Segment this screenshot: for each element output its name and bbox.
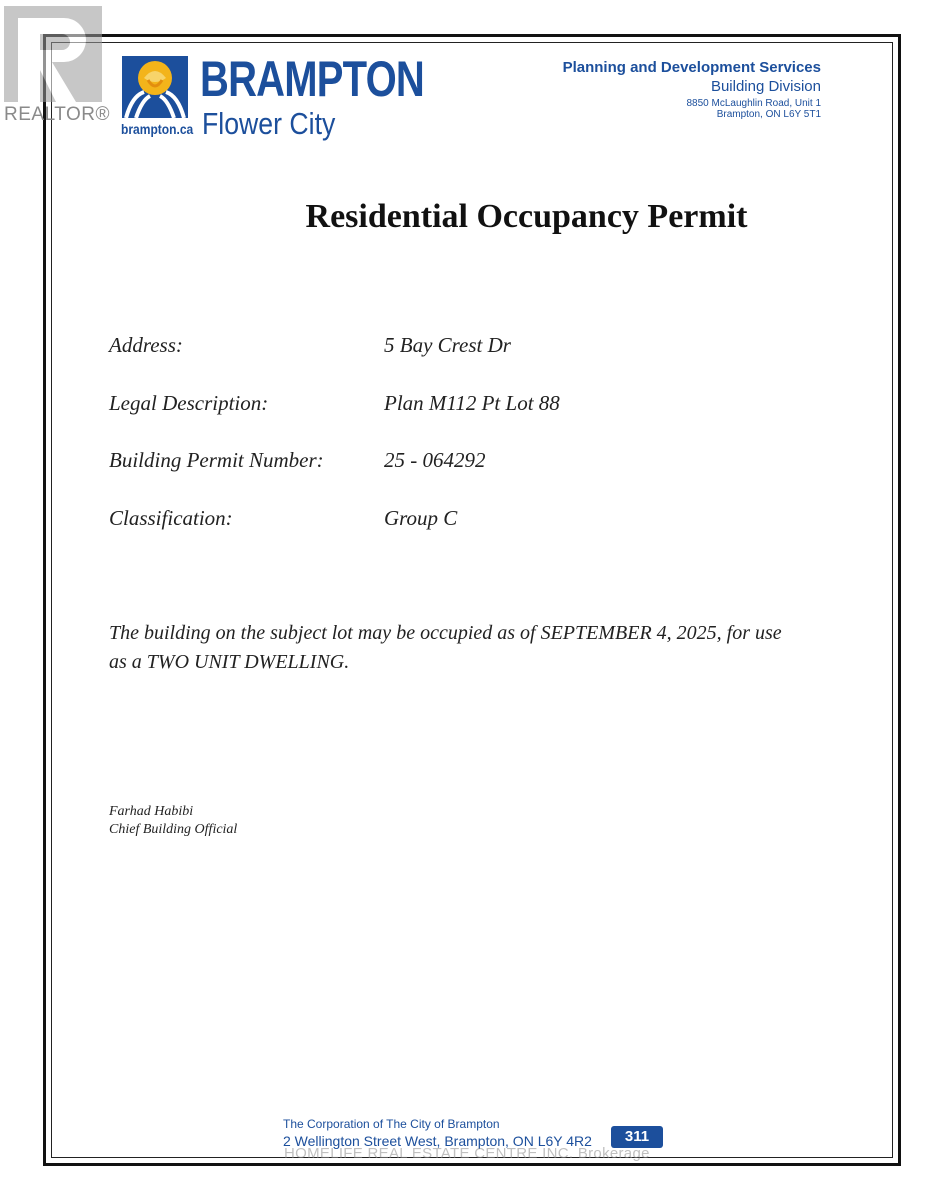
field-value-permit-number: 25 - 064292 xyxy=(384,448,486,472)
311-badge-icon: 311 xyxy=(611,1126,663,1148)
field-value-address: 5 Bay Crest Dr xyxy=(384,333,511,357)
logo-url: brampton.ca xyxy=(121,121,194,137)
realtor-logo-icon xyxy=(4,6,102,102)
signatory-name: Farhad Habibi xyxy=(109,804,194,819)
field-value-legal-description: Plan M112 Pt Lot 88 xyxy=(384,391,560,415)
division-name: Building Division xyxy=(710,78,821,95)
office-address-line2: Brampton, ON L6Y 5T1 xyxy=(716,109,821,120)
field-label-classification: Classification: xyxy=(109,506,233,530)
occupancy-statement-line1: The building on the subject lot may be occupied as of SEPTEMBER 4, 2025, for use xyxy=(109,622,782,644)
document-title: Residential Occupancy Permit xyxy=(305,198,748,235)
field-label-legal-description: Legal Description: xyxy=(109,391,269,415)
footer-address: 2 Wellington Street West, Brampton, ON L6Y 4R2 xyxy=(283,1133,592,1149)
department-header xyxy=(563,59,821,120)
occupancy-statement xyxy=(109,619,849,677)
logo-flower-city-tagline: Flower City xyxy=(202,106,336,141)
realtor-watermark-text: REALTOR® xyxy=(4,104,110,125)
office-address-line1: 8850 McLaughlin Road, Unit 1 xyxy=(686,98,821,109)
brokerage-watermark: HOMELIFE REAL ESTATE CENTRE INC. Brokerage xyxy=(284,1145,650,1162)
signatory-title: Chief Building Official xyxy=(109,822,238,837)
field-value-classification: Group C xyxy=(384,506,458,530)
field-label-permit-number: Building Permit Number: xyxy=(109,448,324,472)
logo-brampton-wordmark: BRAMPTON xyxy=(200,51,424,107)
footer-corporation: The Corporation of The City of Brampton xyxy=(283,1117,500,1131)
brampton-flower-icon xyxy=(122,56,188,118)
field-label-address: Address: xyxy=(109,333,183,357)
occupancy-statement-line2: as a TWO UNIT DWELLING. xyxy=(109,651,350,673)
department-name: Planning and Development Services xyxy=(562,59,821,76)
